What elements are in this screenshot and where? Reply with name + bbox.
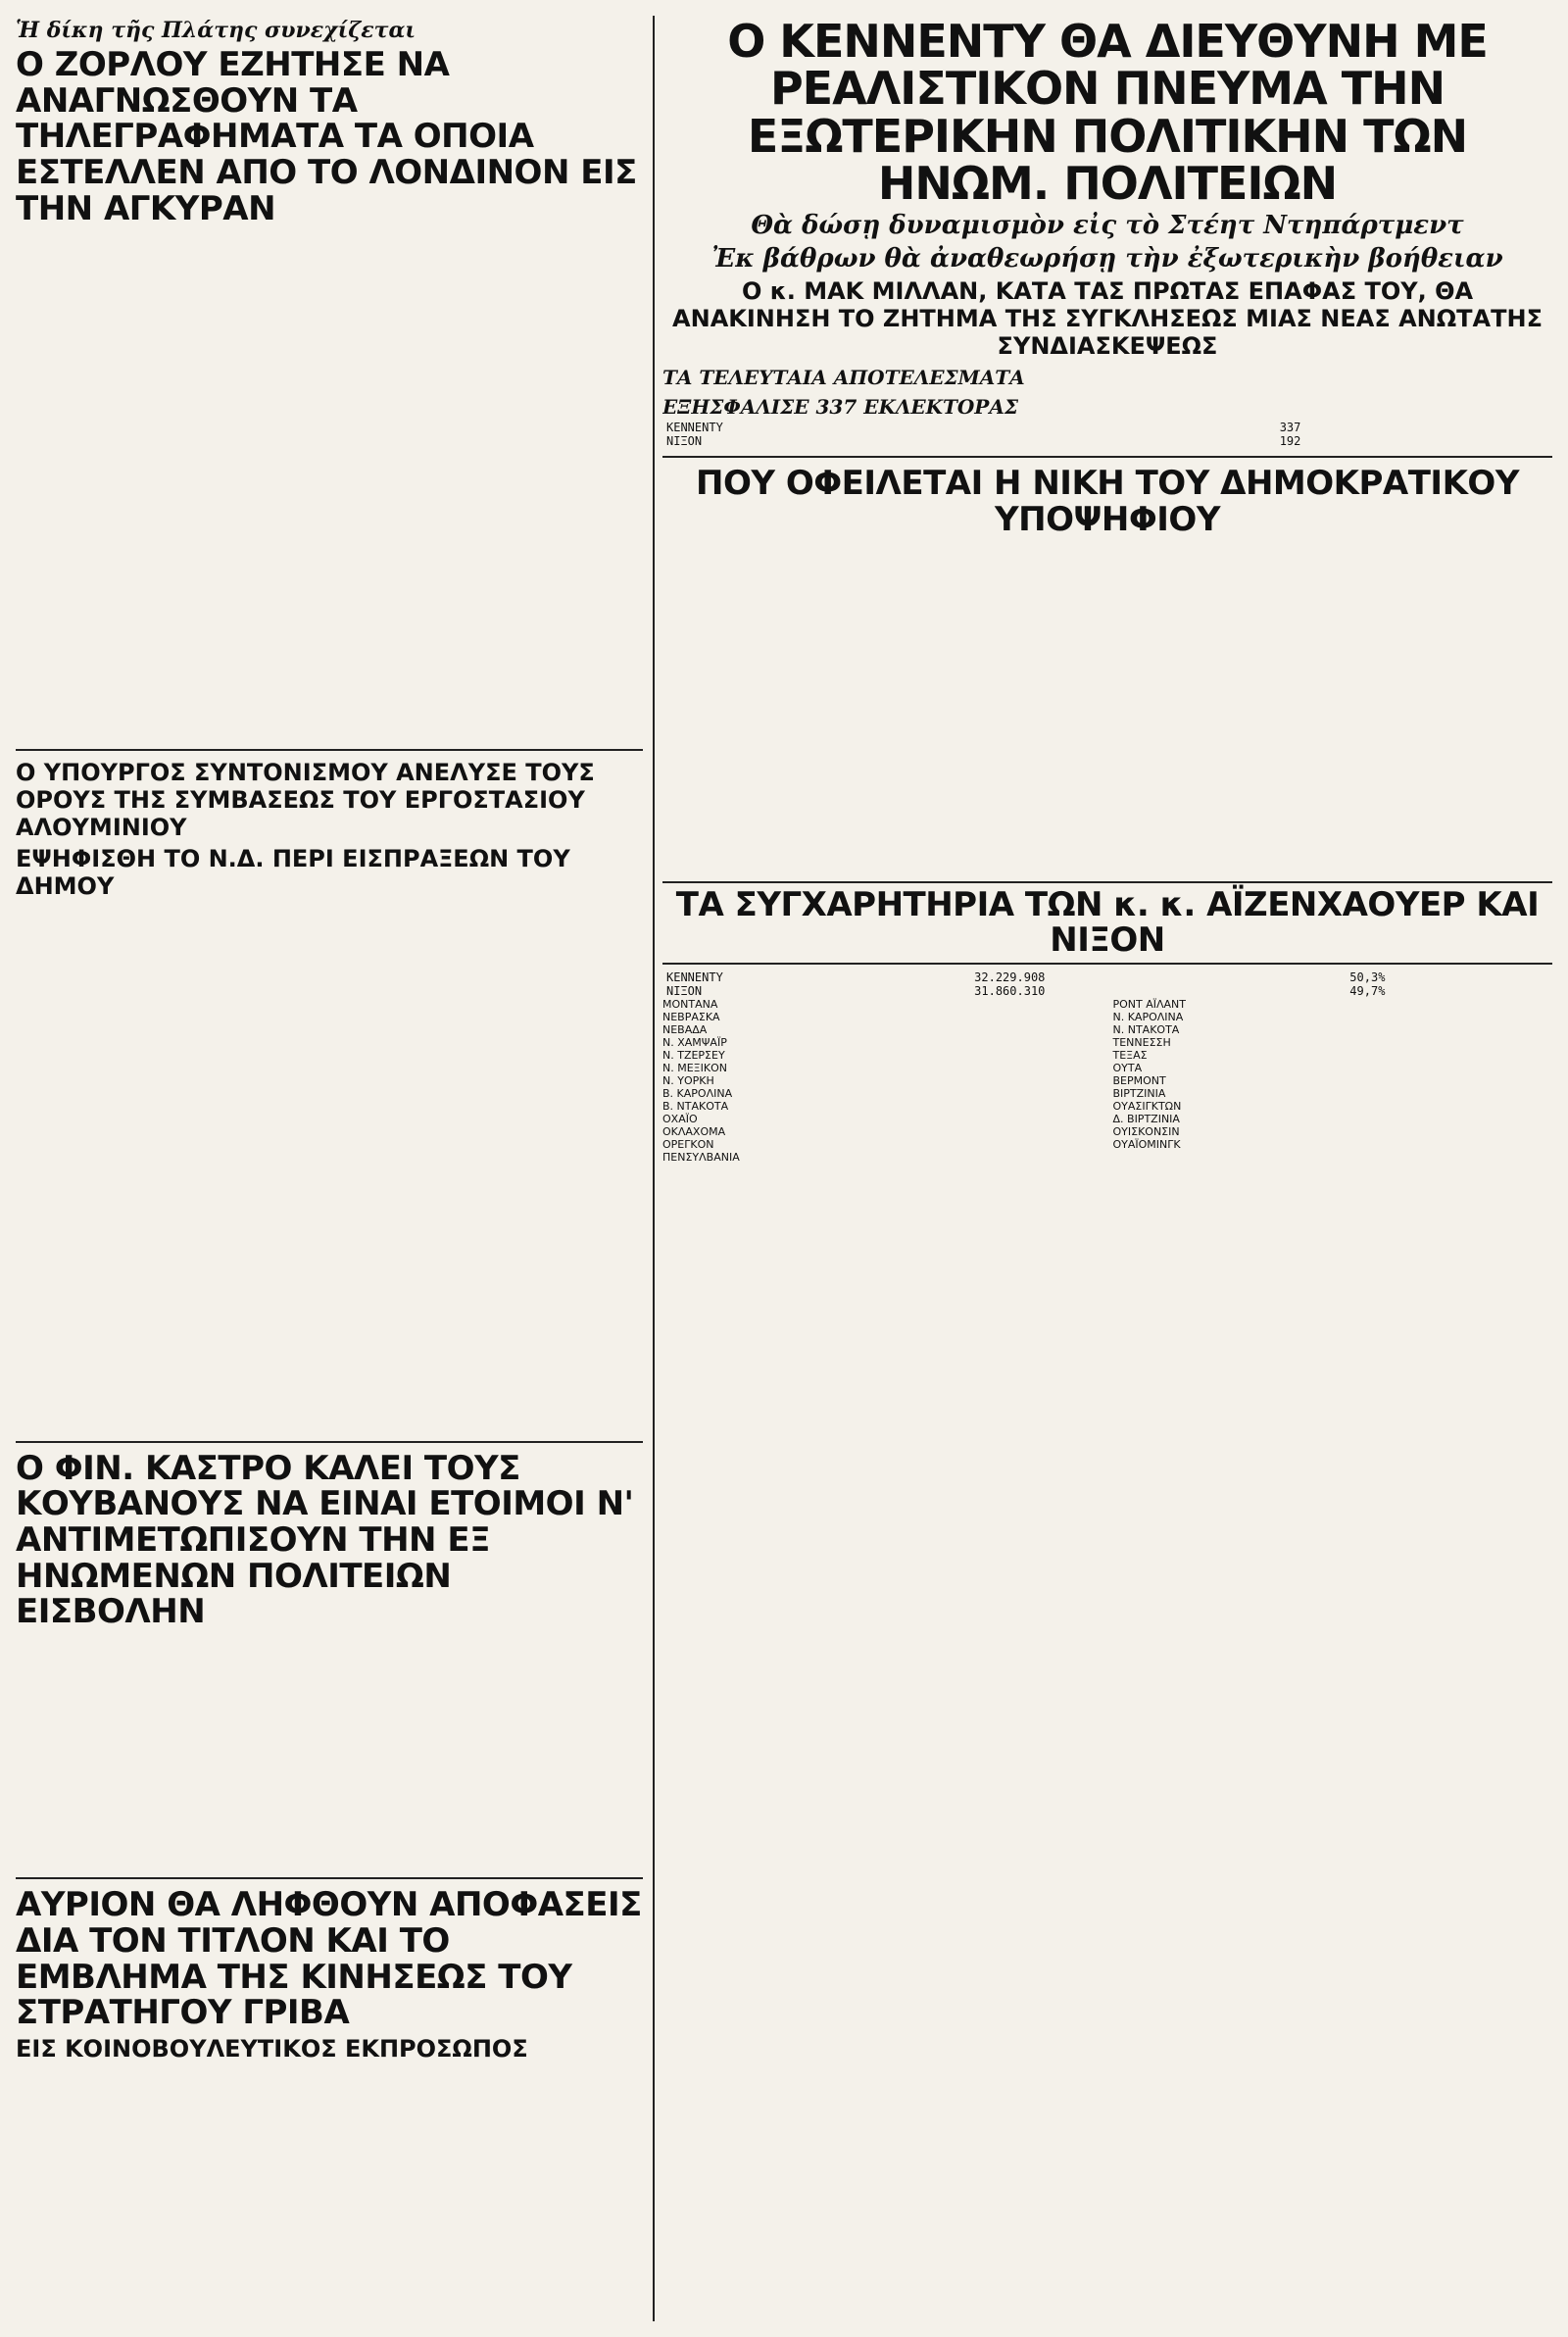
headline-zorlu: Ο ΖΟΡΛΟΥ ΕΖΗΤΗΣΕ ΝΑ ΑΝΑΓΝΩΣΘΟΥΝ ΤΑ ΤΗΛΕΓΡΑΦΗΜΑΤΑ ΤΑ ΟΠΟΙΑ ΕΣΤΕΛΛΕΝ ΑΠΟ ΤΟ ΛΟΝΔΙΝΟΝ ΕΙΣ ΤΗΝ ΑΓΚΥΡΑΝ	[16, 45, 637, 228]
state-item: Ν. ΥΟΡΚΗ	[662, 1074, 714, 1088]
state-item: Δ. ΒΙΡΤΖΙΝΙΑ	[1112, 1113, 1180, 1126]
state-item: ΤΕΞΑΣ	[1112, 1049, 1148, 1063]
state-item: ΝΕΒΑΔΑ	[662, 1023, 708, 1037]
divider	[16, 1877, 643, 1879]
left-column	[16, 16, 643, 2321]
state-item: ΝΕΒΡΑΣΚΑ	[662, 1011, 720, 1024]
state-item: ΟΥΑΪΟΜΙΝΓΚ	[1112, 1138, 1181, 1152]
kicker-trial: Ἡ δίκη τῆς Πλάτης συνεχίζεται	[16, 18, 416, 43]
state-item: Ν. ΚΑΡΟΛΙΝΑ	[1112, 1011, 1184, 1024]
state-item: Ν. ΜΕΞΙΚΟΝ	[662, 1062, 727, 1075]
right-column	[662, 16, 1552, 2321]
column-divider	[653, 16, 655, 2321]
divider	[16, 749, 643, 751]
electors-row: ΝΙΞΟΝ 192	[666, 434, 1301, 449]
state-item: ΟΧΑΪΟ	[662, 1113, 698, 1126]
votes-row: ΝΙΞΟΝ 31.860.310 49,7%	[666, 984, 1386, 999]
state-item: ΡΟΝΤ ΑΪΛΑΝΤ	[1112, 998, 1187, 1012]
state-item: ΜΟΝΤΑΝΑ	[662, 998, 718, 1012]
divider	[662, 456, 1552, 458]
headline-grivas: ΑΥΡΙΟΝ ΘΑ ΛΗΦΘΟΥΝ ΑΠΟΦΑΣΕΙΣ ΔΙΑ ΤΟΝ ΤΙΤΛΟΝ ΚΑΙ ΤΟ ΕΜΒΛΗΜΑ ΤΗΣ ΚΙΝΗΣΕΩΣ ΤΟΥ ΣΤΡΑΤΗΓΟΥ ΓΡΙΒΑ	[16, 1885, 642, 2033]
article-body-placeholder	[16, 231, 643, 741]
votes-row: ΚΕΝΝΕΝΤΥ 32.229.908 50,3%	[666, 970, 1386, 985]
electors-table	[662, 421, 1552, 448]
state-item: ΟΚΛΑΧΟΜΑ	[662, 1125, 726, 1139]
article-body-placeholder	[16, 904, 643, 1433]
subheadline-representative: ΕΙΣ ΚΟΙΝΟΒΟΥΛΕΥΤΙΚΟΣ ΕΚΠΡΟΣΩΠΟΣ	[16, 2035, 528, 2064]
state-item: ΒΙΡΤΖΙΝΙΑ	[1112, 1087, 1166, 1101]
state-item: ΒΕΡΜΟΝΤ	[1112, 1074, 1166, 1088]
state-item: ΟΥΤΑ	[1112, 1062, 1143, 1075]
state-item: Β. ΚΑΡΟΛΙΝΑ	[662, 1087, 733, 1101]
headline-kennedy: Ο ΚΕΝΝΕΝΤΥ ΘΑ ΔΙΕΥΘΥΝΗ ΜΕ ΡΕΑΛΙΣΤΙΚΟΝ ΠΝΕΥΜΑ ΤΗΝ ΕΞΩΤΕΡΙΚΗΝ ΠΟΛΙΤΙΚΗΝ ΤΩΝ ΗΝΩΜ. ΠΟΛΙΤΕΙΩΝ	[727, 16, 1488, 210]
states-list	[662, 998, 1552, 1164]
headline-macmillan: Ο κ. ΜΑΚ ΜΙΛΛΑΝ, ΚΑΤΑ ΤΑΣ ΠΡΩΤΑΣ ΕΠΑΦΑΣ ΤΟΥ, ΘΑ ΑΝΑΚΙΝΗΣΗ ΤΟ ΖΗΤΗΜΑ ΤΗΣ ΣΥΓΚΛΗΣΕΩΣ ΜΙΑΣ ΝΕΑΣ ΑΝΩΤΑΤΗΣ ΣΥΝΔΙΑΣΚΕΨΕΩΣ	[672, 277, 1543, 361]
state-item: ΟΥΙΣΚΟΝΣΙΝ	[1112, 1125, 1180, 1139]
headline-victory: ΠΟΥ ΟΦΕΙΛΕΤΑΙ Η ΝΙΚΗ ΤΟΥ ΔΗΜΟΚΡΑΤΙΚΟΥ ΥΠΟΨΗΦΙΟΥ	[696, 464, 1519, 539]
headline-municipal-law: ΕΨΗΦΙΣΘΗ ΤΟ Ν.Δ. ΠΕΡΙ ΕΙΣΠΡΑΞΕΩΝ ΤΟΥ ΔΗΜΟΥ	[16, 844, 570, 900]
article-body-placeholder	[662, 542, 1552, 875]
votes-table	[662, 970, 1552, 998]
divider	[16, 1441, 643, 1443]
newspaper-page	[16, 16, 1552, 2321]
state-item: ΤΕΝΝΕΣΣΗ	[1112, 1036, 1171, 1050]
electors-row: ΚΕΝΝΕΝΤΥ 337	[666, 421, 1301, 435]
state-item: Β. ΝΤΑΚΟΤΑ	[662, 1100, 729, 1114]
headline-congratulations: ΤΑ ΣΥΓΧΑΡΗΤΗΡΙΑ ΤΩΝ κ. κ. ΑΪΖΕΝΧΑΟΥΕΡ ΚΑΙ ΝΙΞΟΝ	[662, 881, 1552, 965]
state-item: ΠΕΝΣΥΛΒΑΝΙΑ	[662, 1151, 740, 1165]
headline-aluminium: Ο ΥΠΟΥΡΓΟΣ ΣΥΝΤΟΝΙΣΜΟΥ ΑΝΕΛΥΣΕ ΤΟΥΣ ΟΡΟΥΣ ΤΗΣ ΣΥΜΒΑΣΕΩΣ ΤΟΥ ΕΡΓΟΣΤΑΣΙΟΥ ΑΛΟΥΜΙΝΙΟΥ	[16, 758, 595, 841]
subhead-latest-results: ΤΑ ΤΕΛΕΥΤΑΙΑ ΑΠΟΤΕΛΕΣΜΑΤΑ	[662, 366, 1025, 390]
state-item: Ν. ΝΤΑΚΟΤΑ	[1112, 1023, 1180, 1037]
state-item: Ν. ΤΖΕΡΣΕΥ	[662, 1049, 725, 1063]
subhead-electors: ΕΞΗΣΦΑΛΙΣΕ 337 ΕΚΛΕΚΤΟΡΑΣ	[662, 395, 1018, 420]
deck-state-dept: Θὰ δώσῃ δυναμισμὸν εἰς τὸ Στέητ Ντηπάρτμεντ	[751, 211, 1464, 241]
state-item: Ν. ΧΑΜΨΑΪΡ	[662, 1036, 727, 1050]
deck-foreign-aid: Ἐκ βάθρων θὰ ἀναθεωρήσῃ τὴν ἐξωτερικὴν βοήθειαν	[711, 244, 1503, 274]
state-item: ΟΡΕΓΚΟΝ	[662, 1138, 714, 1152]
state-item: ΟΥΑΣΙΓΚΤΩΝ	[1112, 1100, 1182, 1114]
article-body-placeholder	[16, 1634, 643, 1869]
headline-castro: Ο ΦΙΝ. ΚΑΣΤΡΟ ΚΑΛΕΙ ΤΟΥΣ ΚΟΥΒΑΝΟΥΣ ΝΑ ΕΙΝΑΙ ΕΤΟΙΜΟΙ Ν' ΑΝΤΙΜΕΤΩΠΙΣΟΥΝ ΤΗΝ ΕΞ ΗΝΩΜΕΝΩΝ ΠΟΛΙΤΕΙΩΝ ΕΙΣΒΟΛΗΝ	[16, 1448, 634, 1632]
